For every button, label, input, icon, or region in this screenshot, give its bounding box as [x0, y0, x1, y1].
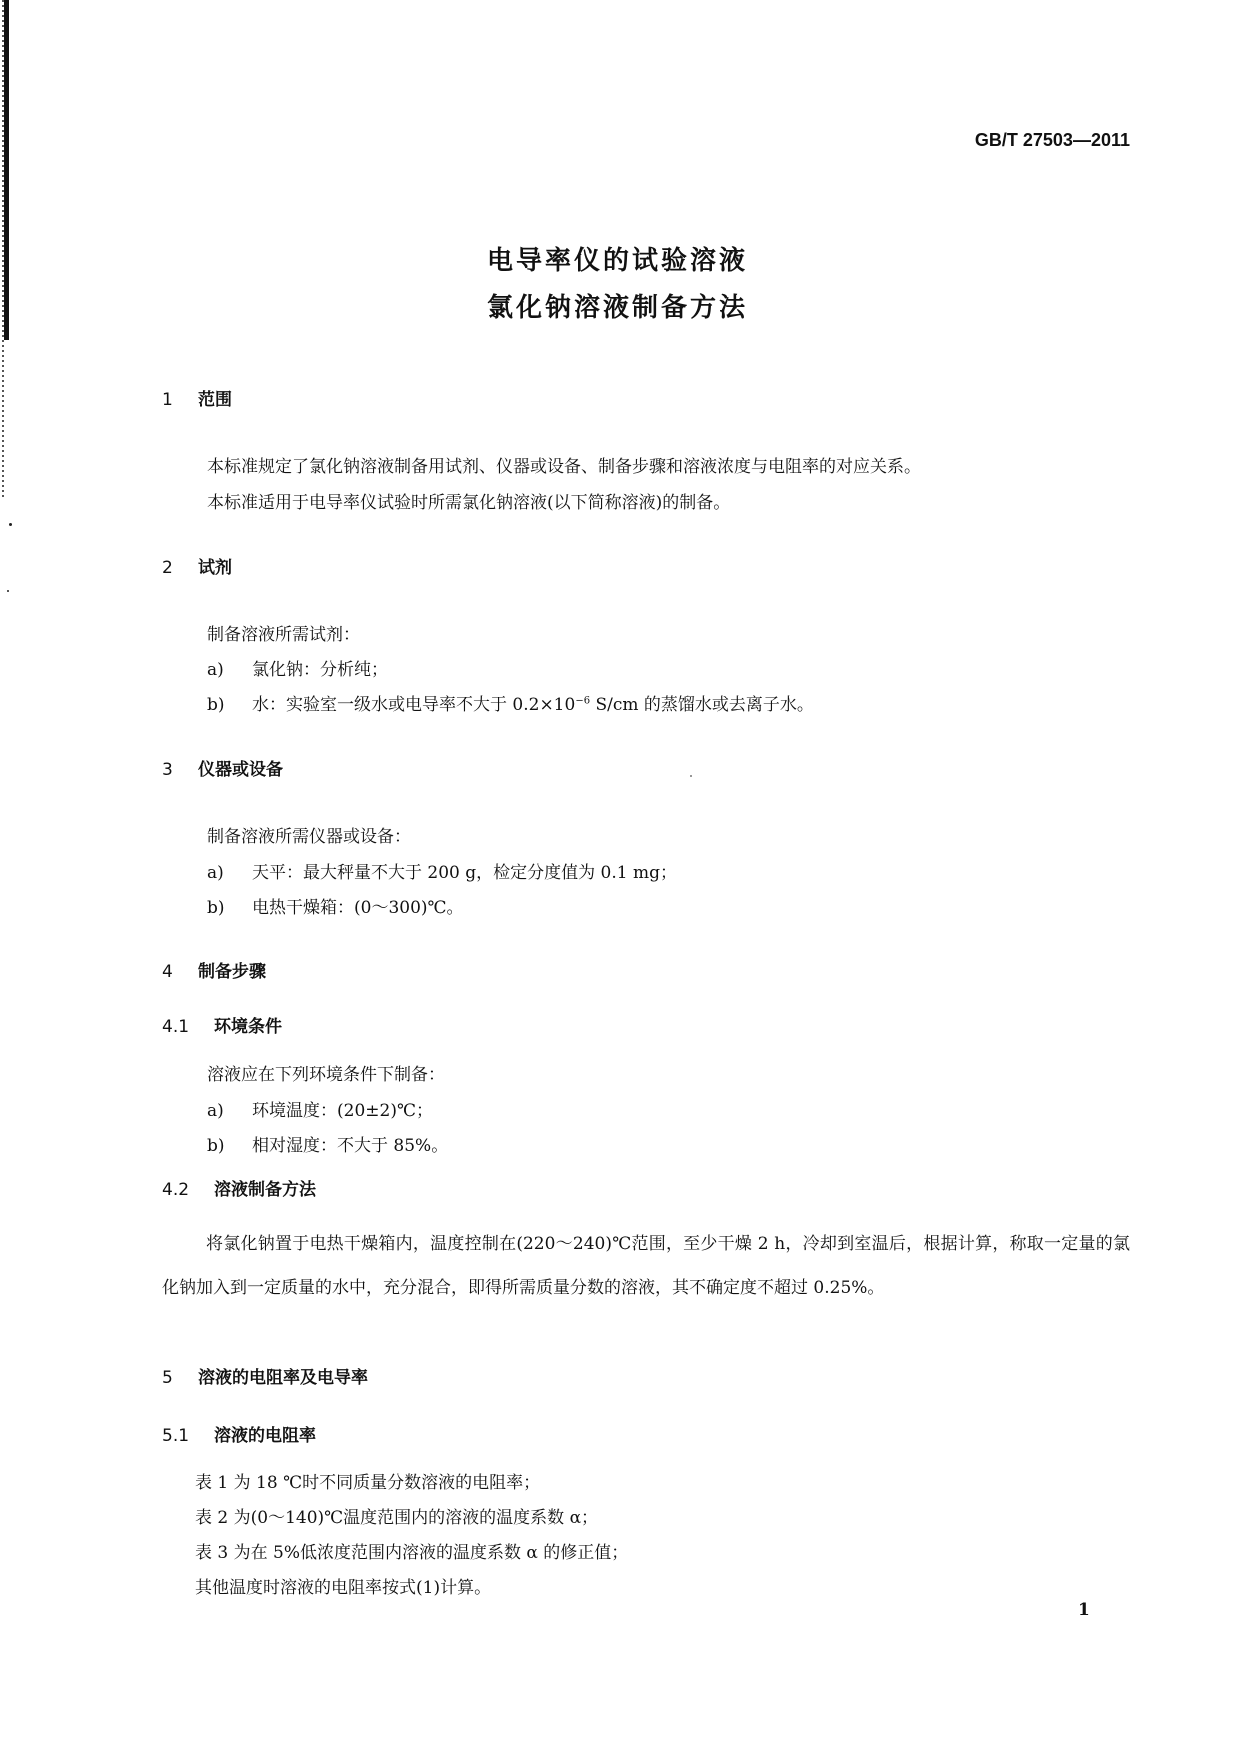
- section-4-1-heading: [162, 1012, 282, 1037]
- section-number: 2: [162, 558, 173, 578]
- list-text: 相对湿度：不大于 85%。: [252, 1136, 449, 1156]
- exponent: −6: [575, 695, 591, 707]
- section-number: 1: [162, 390, 173, 410]
- section-number: 5: [162, 1368, 173, 1388]
- list-item: [207, 655, 388, 680]
- list-item: [207, 1131, 448, 1156]
- list-text: S/cm 的蒸馏水或去离子水。: [590, 695, 814, 715]
- list-item: [207, 893, 464, 918]
- standard-code: GB/T 27503—2011: [974, 130, 1130, 150]
- paragraph: 其他温度时溶液的电阻率按式(1)计算。: [195, 1578, 492, 1598]
- list-item: [207, 858, 677, 883]
- list-intro: 制备溶液所需仪器或设备：: [207, 827, 411, 847]
- list-item: [207, 1096, 433, 1121]
- list-label: b): [207, 695, 225, 715]
- list-intro: 溶液应在下列环境条件下制备：: [207, 1065, 445, 1085]
- list-label: a): [207, 863, 224, 883]
- section-number: 3: [162, 760, 173, 780]
- section-title: 溶液制备方法: [214, 1180, 316, 1200]
- section-number: 4: [162, 962, 173, 982]
- section-title: 范围: [198, 390, 232, 410]
- paragraph: 表 3 为在 5%低浓度范围内溶液的温度系数 α 的修正值；: [195, 1543, 629, 1563]
- section-3-heading: [162, 755, 283, 780]
- document-title-line1: 电导率仪的试验溶液: [486, 246, 748, 276]
- list-label: b): [207, 898, 225, 918]
- list-text: 氯化钠：分析纯；: [252, 660, 388, 680]
- section-title: 制备步骤: [198, 962, 266, 982]
- list-label: a): [207, 1101, 224, 1121]
- paragraph: 本标准规定了氯化钠溶液制备用试剂、仪器或设备、制备步骤和溶液浓度与电阻率的对应关系。: [207, 457, 921, 477]
- section-title: 仪器或设备: [198, 760, 283, 780]
- section-title: 环境条件: [214, 1017, 282, 1037]
- scan-speck: [9, 523, 12, 526]
- section-5-1-heading: [162, 1421, 316, 1446]
- section-5-heading: [162, 1363, 368, 1388]
- section-title: 试剂: [198, 558, 232, 578]
- section-number: 4.2: [162, 1180, 190, 1200]
- list-label: b): [207, 1136, 225, 1156]
- document-title-line2: 氯化钠溶液制备方法: [486, 293, 748, 323]
- section-4-heading: [162, 957, 266, 982]
- list-intro: 制备溶液所需试剂：: [207, 625, 360, 645]
- page-number: 1: [1078, 1600, 1090, 1620]
- paragraph: 本标准适用于电导率仪试验时所需氯化钠溶液(以下简称溶液)的制备。: [207, 493, 731, 513]
- list-text: 电热干燥箱：(0～300)℃。: [252, 898, 464, 918]
- scan-speck: [690, 775, 692, 777]
- list-label: a): [207, 660, 224, 680]
- paragraph: 表 1 为 18 ℃时不同质量分数溶液的电阻率；: [195, 1473, 541, 1493]
- section-1-heading: [162, 385, 232, 410]
- paragraph: 将氯化钠置于电热干燥箱内，温度控制在(220～240)℃范围，至少干燥 2 h，冷却到室温后，根据计算，称取一定量的氯化钠加入到一定质量的水中，充分混合，即得所需质量分数的溶液，其不确定度不超过 0.25%。: [162, 1234, 1130, 1298]
- section-number: 4.1: [162, 1017, 190, 1037]
- scan-speck: [7, 590, 9, 592]
- list-item: [207, 690, 814, 715]
- list-text: 天平：最大秤量不大于 200 g，检定分度值为 0.1 mg；: [252, 863, 677, 883]
- paragraph: 表 2 为(0～140)℃温度范围内的溶液的温度系数 α；: [195, 1508, 599, 1528]
- section-title: 溶液的电阻率: [214, 1426, 316, 1446]
- section-4-2-heading: [162, 1175, 316, 1200]
- list-text: 环境温度：(20±2)℃；: [252, 1101, 433, 1121]
- list-text: 水：实验室一级水或电导率不大于 0.2×10: [252, 695, 576, 715]
- section-number: 5.1: [162, 1426, 190, 1446]
- section-2-heading: [162, 553, 232, 578]
- section-title: 溶液的电阻率及电导率: [198, 1368, 368, 1388]
